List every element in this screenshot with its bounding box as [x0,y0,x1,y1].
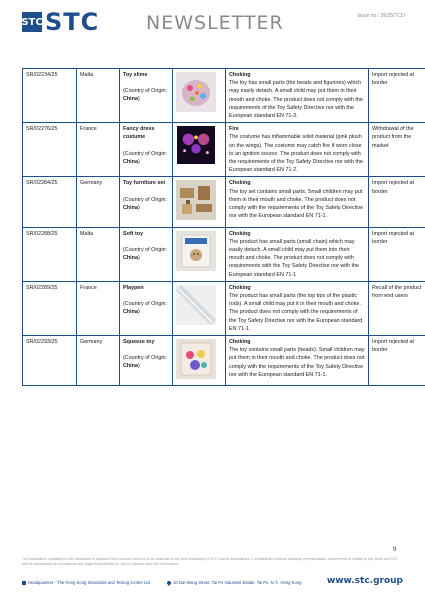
risk-title: Fire [229,126,239,133]
recall-table [22,68,425,386]
risk-title: Choking [229,180,251,187]
origin-text [123,196,169,212]
origin-value: China [123,204,138,211]
origin-label: (Country of Origin: [123,355,168,362]
measure-cell: Recall of the product from end users [369,281,425,335]
origin-label: (Country of Origin: [123,150,168,157]
product-name: Fancy dress costume [123,126,155,141]
product-cell [120,69,173,123]
product-cell [120,123,173,177]
country-cell: Malta [77,227,120,281]
product-name: Soft toy [123,230,144,237]
risk-description: The toy contains small parts (beads). Small children may put them in their mouth and choke. The product does not comply with the requirements of the Toy Safety Directive nor with the European standard EN 71-1. [229,347,365,378]
product-name: Playpen [123,284,144,291]
product-name: Toy slime [123,72,148,78]
playpen-photo [176,321,216,327]
footer-website-link[interactable]: www.stc.group [326,576,403,586]
product-image-cell [173,281,226,335]
page-footer [22,578,403,590]
newsletter-title: NEWSLETTER [146,12,284,34]
product-cell [120,177,173,227]
origin-label: (Country of Origin: [123,301,168,308]
measure-cell: Import rejected at border [369,69,425,123]
origin-value: China [123,96,138,103]
country-cell: France [77,281,120,335]
risk-title: Choking [229,339,251,346]
origin-close: ) [137,363,140,370]
product-image-cell [173,123,226,177]
origin-label: (Country of Origin: [123,196,168,203]
furniture-set-photo [176,216,216,222]
origin-text [123,300,169,316]
product-cell [120,336,173,386]
building-icon [22,581,26,585]
product-name: Squeeze toy [123,339,155,346]
risk-description: The product has small parts (the top tips of the plastic rods). A small child may put it in their mouth and choke. The product does not comply with the requirements of the Toy Safety Directive nor with the European standard EN 71-1. [229,293,363,332]
origin-label: (Country of Origin: [123,246,168,253]
product-cell [120,227,173,281]
origin-close: ) [137,255,140,262]
origin-value: China [123,255,138,262]
product-image-cell [173,336,226,386]
risk-description: The toy has small parts (the beads and figurines) which may easily detach. A small child may put them in their mouth and choke. The product does not comply with the requirements of the Toy Safety Directive nor with the European standard EN 71-3. [229,80,363,120]
product-image-cell [173,177,226,227]
origin-label: (Country of Origin: [123,88,168,95]
product-name: Toy furniture set [123,180,166,187]
product-image-cell [173,227,226,281]
origin-close: ) [137,96,140,103]
soft-toy-photo [176,267,216,273]
page-header [0,0,425,40]
origin-value: China [123,309,138,316]
table-row [23,227,425,281]
location-pin-icon [166,580,172,586]
origin-text [123,87,169,103]
slime-product-photo [176,108,216,114]
origin-close: ) [137,204,140,211]
risk-description: The costume has inflammable solid material (pink plush on the wings). The costume may catch fire if worn close to an ignition source. The product does not comply with the requirements of the Toy Safety Directive nor with the European standard EN 71-2. [229,134,363,174]
origin-value: China [123,363,138,370]
table-row [23,69,425,123]
footer-address-text: 10 Dai Wang Street, Tai Po Industrial Estate, Tai Po, N.T., Hong Kong [173,580,302,585]
origin-value: China [123,158,138,165]
risk-title: Choking [229,72,251,78]
risk-cell [226,227,369,281]
risk-title: Choking [229,284,251,291]
footer-hq-text: Headquarters - The Hong Kong Standards and Testing Centre Ltd. [28,580,151,585]
table-row [23,336,425,386]
product-image-cell [173,69,226,123]
risk-cell [226,177,369,227]
issue-number: Issue no.: 26/25/TCO [357,13,405,19]
risk-description: The toy set contains small parts. Small children may put them in their mouth and choke. The product does not comply with the requirements of the Toy Safety Directive nor with the European standard EN 71-1. [229,188,364,220]
risk-description: The product has small parts (small chain) which may easily detach. A small child may put them into their mouth and choke. The product does not comply with requirements with the Toy Safety Directive nor with the European standard EN 71-1 [229,238,359,278]
country-cell: France [77,123,120,177]
ref-cell: SR/02293/25 [23,336,77,386]
country-cell: Germany [77,177,120,227]
risk-cell [226,69,369,123]
origin-text [123,150,169,166]
product-cell [120,281,173,335]
risk-cell [226,336,369,386]
origin-text [123,246,169,262]
measure-cell: Import rejected at border [369,336,425,386]
table-row [23,281,425,335]
country-cell: Germany [77,336,120,386]
table-row [23,123,425,177]
footer-headquarters [22,580,151,585]
risk-cell [226,281,369,335]
disclaimer-text: The information contained in this newsletter is obtained from sources believed to be accurate to the best knowledge of STC and its subsidiaries. It is distributed without warranty, representation, inducement or liability of any kinds and STC and its subsidiaries do not assume any legal responsibility for use or reliance upon the information. [22,557,399,566]
measure-cell: Import rejected at border [369,177,425,227]
origin-close: ) [137,309,140,316]
stc-logo-text: STC [45,8,100,36]
costume-product-photo [176,160,216,166]
ref-cell: SR/02234/25 [23,69,77,123]
risk-cell [226,123,369,177]
footer-address [167,580,301,585]
page-number: 9 [393,547,397,553]
ref-cell: SR/02288/25 [23,227,77,281]
table-row [23,177,425,227]
country-cell: Malta [77,69,120,123]
ref-cell: SR/02276/25 [23,123,77,177]
origin-text [123,354,169,370]
measure-cell: Import rejected at border [369,227,425,281]
origin-close: ) [137,158,140,165]
risk-title: Choking [229,230,251,237]
stc-logo-mark: STC [22,12,42,32]
ref-cell: SR/02284/25 [23,177,77,227]
measure-cell: Withdrawal of the product from the market [369,123,425,177]
squeeze-toy-photo [176,375,216,381]
ref-cell: SR/02289/25 [23,281,77,335]
